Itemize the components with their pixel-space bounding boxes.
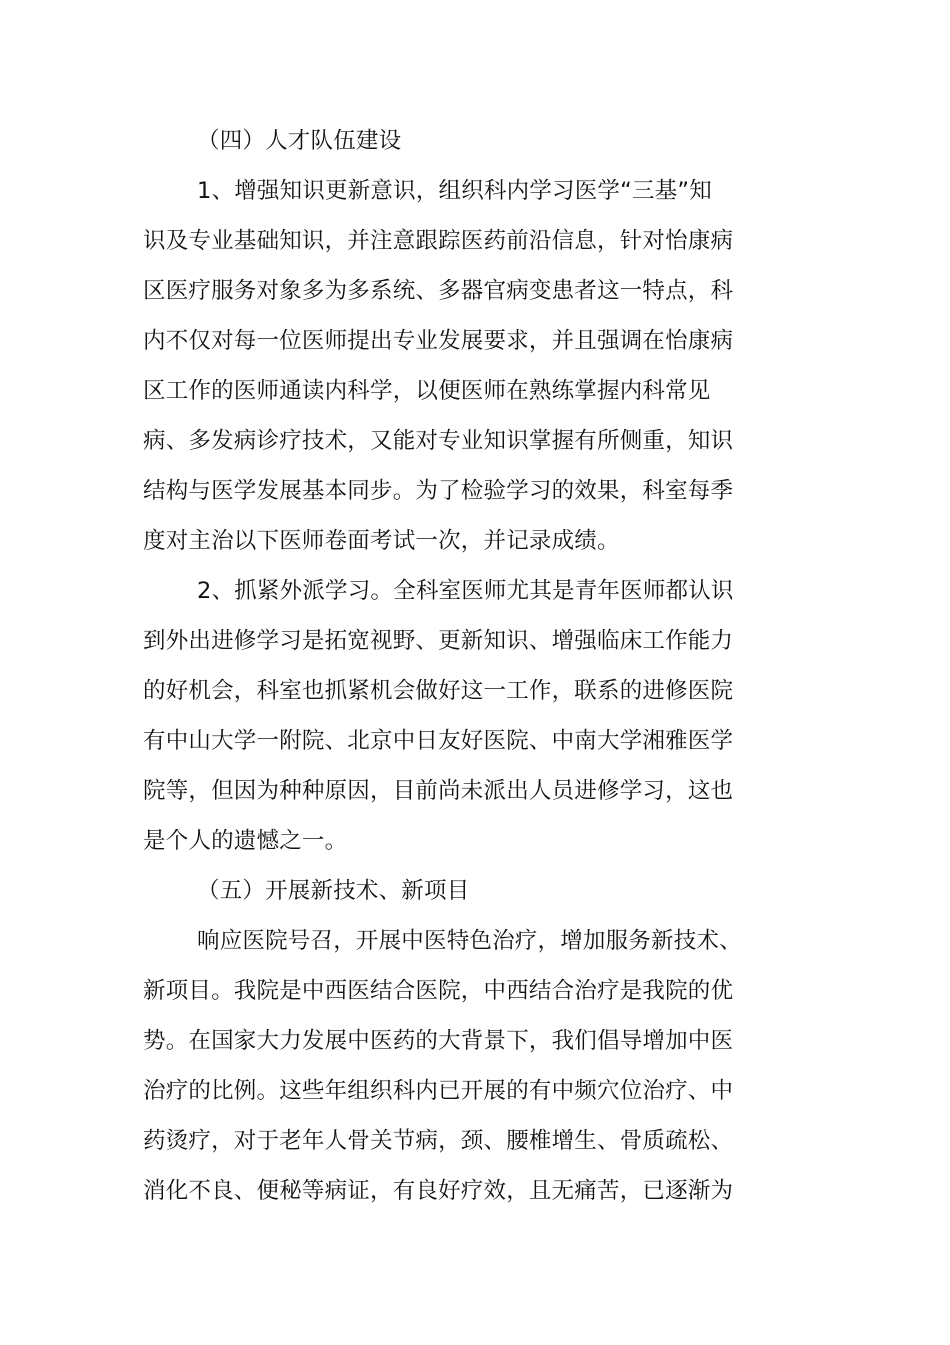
paragraph-line: 病、多发病诊疗技术，又能对专业知识掌握有所侧重，知识 [143, 428, 734, 454]
paragraph-line: 到外出进修学习是拓宽视野、更新知识、增强临床工作能力 [143, 628, 734, 654]
paragraph-line: 治疗的比例。这些年组织科内已开展的有中频穴位治疗、中 [143, 1078, 734, 1104]
paragraph-line: 度对主治以下医师卷面考试一次，并记录成绩。 [143, 528, 620, 554]
paragraph-line: 1、增强知识更新意识，组织科内学习医学“三基”知 [197, 178, 712, 204]
paragraph-line: 是个人的遗憾之一。 [143, 828, 348, 854]
section-4-heading: （四）人才队伍建设 [197, 128, 402, 154]
paragraph-line: 消化不良、便秘等病证，有良好疗效，且无痛苦，已逐渐为 [143, 1178, 734, 1204]
paragraph-line: 势。在国家大力发展中医药的大背景下，我们倡导增加中医 [143, 1028, 734, 1054]
paragraph-line: 响应医院号召，开展中医特色治疗，增加服务新技术、 [197, 928, 742, 954]
paragraph-line: 识及专业基础知识，并注意跟踪医药前沿信息，针对怡康病 [143, 228, 734, 254]
paragraph-line: 的好机会，科室也抓紧机会做好这一工作，联系的进修医院 [143, 678, 734, 704]
paragraph-line: 内不仅对每一位医师提出专业发展要求，并且强调在怡康病 [143, 328, 734, 354]
paragraph-line: 院等，但因为种种原因，目前尚未派出人员进修学习，这也 [143, 778, 734, 804]
paragraph-line: 区医疗服务对象多为多系统、多器官病变患者这一特点，科 [143, 278, 734, 304]
paragraph-line: 新项目。我院是中西医结合医院，中西结合治疗是我院的优 [143, 978, 734, 1004]
paragraph-line: 区工作的医师通读内科学，以便医师在熟练掌握内科常见 [143, 378, 711, 404]
paragraph-line: 有中山大学一附院、北京中日友好医院、中南大学湘雅医学 [143, 728, 734, 754]
paragraph-line: 2、抓紧外派学习。全科室医师尤其是青年医师都认识 [197, 578, 734, 604]
paragraph-line: 结构与医学发展基本同步。为了检验学习的效果，科室每季 [143, 478, 734, 504]
section-5-heading: （五）开展新技术、新项目 [197, 878, 470, 904]
paragraph-line: 药烫疗，对于老年人骨关节病，颈、腰椎增生、骨质疏松、 [143, 1128, 734, 1154]
